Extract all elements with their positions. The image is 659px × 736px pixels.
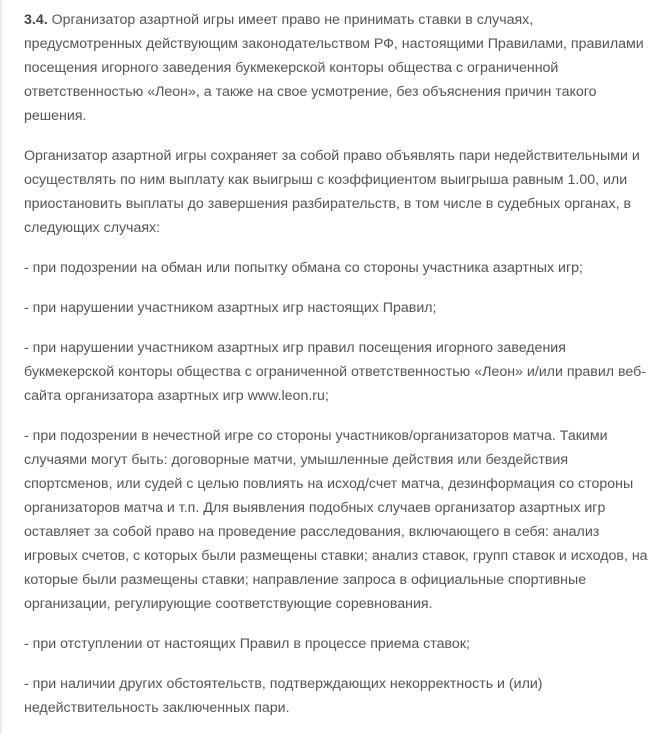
paragraph-intro: Организатор азартной игры сохраняет за собой право объявлять пари недействительными и осуществлять по ним выплату как выигрыш с коэффициентом выигрыша равным 1.00, или приостановить выплаты до завершения разбирательств, в том числе в судебных органах, в следующих случаях: <box>24 148 640 236</box>
rules-text <box>24 8 650 736</box>
list-item-fraud: - при подозрении на обман или попытку обмана со стороны участника азартных игр; <box>24 260 583 276</box>
list-item-other-circumstances: - при наличии других обстоятельств, подтверждающих некорректность и (или) недействительность заключенных пари. <box>24 676 543 716</box>
list-item-unfair-play: - при подозрении в нечестной игре со стороны участников/организаторов матча. Такими случаями могут быть: договорные матчи, умышленные действия или бездействия спортсменов, или судей с целью повлиять на исход/счет матча, дезинформация со стороны организаторов матча и т.п. Для выявления подобных случаев организатор азартных игр оставляет за собой право на проведение расследования, включающего в себя: анализ игровых счетов, с которых были размещены ставки; анализ ставок, групп ставок и исходов, на которые были размещены ставки; направление запроса в официальные спортивные организации, регулирующие соответствующие соревнования. <box>24 428 648 612</box>
left-border <box>0 0 2 734</box>
clause-paragraph <box>24 8 650 128</box>
clause-number: 3.4. <box>24 12 48 28</box>
list-item-venue-rules: - при нарушении участником азартных игр правил посещения игорного заведения букмекерской конторы общества с ограниченной ответственностью «Леон» и/или правил веб-сайта организатора азартных игр www.leon.ru; <box>24 340 646 404</box>
clause-text: Организатор азартной игры имеет право не принимать ставки в случаях, предусмотренных действующим законодательством РФ, настоящими Правилами, правилами посещения игорного заведения букмекерской конторы общества с ограниченной ответственностью «Леон», а также на свое усмотрение, без объяснения причин такого решения. <box>24 12 644 124</box>
list-item-rules-violation: - при нарушении участником азартных игр настоящих Правил; <box>24 300 437 316</box>
list-item-acceptance-deviation: - при отступлении от настоящих Правил в процессе приема ставок; <box>24 636 470 652</box>
